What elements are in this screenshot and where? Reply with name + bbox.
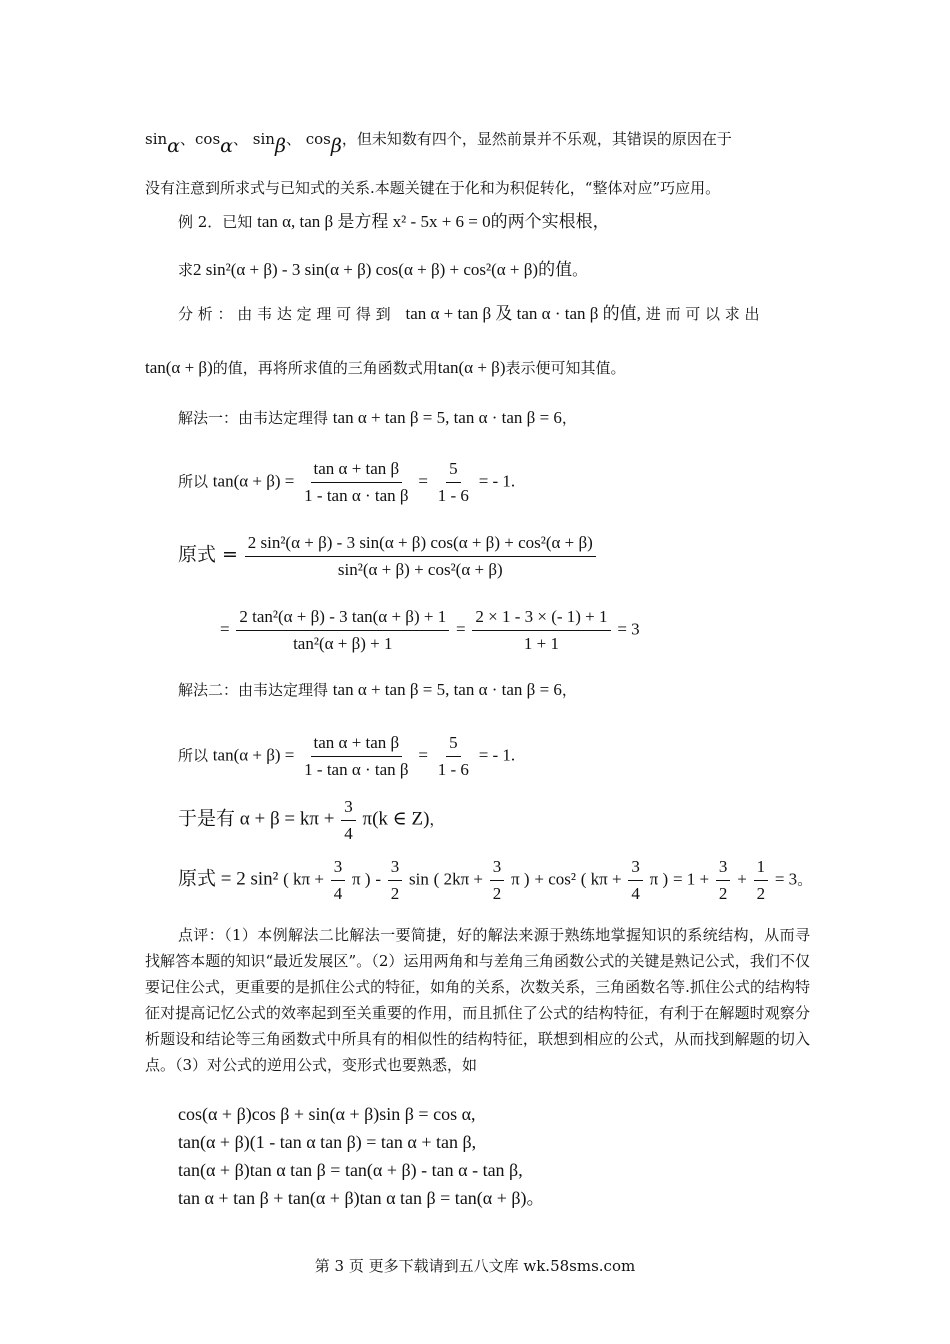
original2-frac2-den: 2 [492, 884, 502, 903]
original2-r1-den: 2 [718, 884, 728, 903]
example-ask-line [178, 260, 587, 280]
so-denominator-2: 1 - 6 [437, 486, 469, 505]
intro-text-1: ，但未知数有四个，显然前景并不乐观，其错误的原因在于 [341, 130, 732, 148]
original-fraction [245, 532, 596, 581]
so-fraction-2 [435, 458, 472, 507]
analysis-text-2: 表示便可知其值。 [505, 359, 626, 377]
ask-prefix: 求 [178, 261, 194, 279]
original-expression-line [178, 532, 598, 581]
comment-paragraph: 点评：（1）本例解法二比解法一要简捷，好的解法来源于熟练地掌握知识的系统结构，从而寻找解答本题的知识“最近发展区”。（2）运用两角和与差角三角函数公式的关键是熟记公式，我们不仅要记住公式，更重要的是抓住公式的特征，如角的关系，次数关系，三角函数名等.抓住公式的结构特征对提高记忆公式的效率起到至关重要的作用，而且抓住了公式的结构特征，有利于在解题时观察分析题设和结论等三角函数式中所具有的相似性的结构特征，联想到相应的公式，从而找到解题的切入点。（3）对公式的逆用公式，变形式也要熟悉，如 [145, 926, 810, 1074]
original2-frac1-num: 3 [331, 856, 346, 881]
separator-2: 、 [233, 130, 249, 148]
so-equals: = [418, 471, 428, 491]
solution2-end: ， [561, 681, 577, 699]
original2-frac3-den: 4 [631, 884, 640, 903]
original2-frac1 [331, 856, 346, 905]
original2-frac3 [628, 856, 643, 905]
so2-numerator-2: 5 [446, 732, 461, 757]
solution2-label: 解法二：由韦达定理得 [178, 681, 329, 699]
separator-1: 、 [180, 130, 196, 148]
page-footer: 第 3 页 更多下载请到五八文库 wk.58sms.com [314, 1257, 636, 1275]
tan-result: = 3 [617, 619, 640, 639]
tan-line-equals: = [220, 619, 230, 639]
original2-r1 [716, 856, 731, 905]
cos-label-1: cos [195, 130, 221, 148]
original2-paren2-close: π ) [511, 869, 530, 889]
original2-paren3-close: π ) [649, 869, 669, 889]
so2-label: 所以 [178, 746, 209, 765]
so2-numerator: tan α + tan β [311, 732, 403, 757]
original-denominator: sin²(α + β) + cos²(α + β) [337, 560, 503, 579]
original2-coef-den: 2 [390, 884, 400, 903]
solution1-end: ， [561, 409, 577, 427]
analysis-expr-tan-sum-2: tan(α + β) [437, 358, 506, 377]
numeric-denominator: 1 + 1 [523, 634, 559, 653]
original2-paren3-open: ( kπ + [580, 869, 622, 889]
original2-end: 。 [797, 870, 813, 889]
so2-denominator: 1 - tan α · tan β [304, 760, 409, 779]
original2-sin: sin [409, 869, 429, 889]
example-label: 例 2．已知 [178, 213, 253, 231]
solution2-expression: tan α + tan β = 5, tan α · tan β = 6 [332, 680, 562, 699]
intro-line-1 [145, 128, 732, 157]
so2-result: = - 1. [478, 745, 516, 765]
original2-paren2-open: ( 2kπ + [433, 869, 484, 889]
ask-expression: 2 sin²(α + β) - 3 sin(α + β) cos(α + β) + cos²(α + β)的值 [193, 260, 573, 279]
intro-line-2: 没有注意到所求式与已知式的关系.本题关键在于化和为积促转化，“整体对应”巧应用。 [145, 179, 721, 197]
then-numerator: 3 [341, 796, 356, 821]
original-label: 原式 = [178, 543, 238, 566]
so-numerator: tan α + tan β [311, 458, 403, 483]
solution1-line [178, 408, 577, 428]
original2-frac3-num: 3 [628, 856, 643, 881]
alpha-symbol-2: α [220, 135, 233, 157]
so2-equals: = [418, 745, 428, 765]
analysis-expr-tan-sum-1: tan(α + β) [145, 358, 213, 377]
tan-denominator: tan²(α + β) + 1 [293, 634, 393, 653]
numeric-fraction [472, 606, 610, 655]
formula-3: tan(α + β)tan α tan β = tan(α + β) - tan α - tan β, [178, 1160, 523, 1180]
original2-frac2 [490, 856, 505, 905]
analysis-expression: tan α + tan β 及 tan α · tan β 的值, [405, 304, 641, 323]
solution2-line [178, 680, 577, 700]
separator-3: 、 [285, 130, 301, 148]
original2-plus-cos: + cos² [534, 869, 576, 889]
solution1-so-line [178, 458, 515, 507]
original2-frac1-den: 4 [333, 884, 343, 903]
then-denominator: 4 [344, 824, 353, 843]
original2-r2-den: 2 [756, 884, 766, 903]
original2-paren1-open: ( kπ + [283, 869, 324, 889]
so-fraction [301, 458, 411, 507]
original2-line [178, 856, 812, 905]
original2-r2 [754, 856, 769, 905]
so2-lhs: tan(α + β) = [212, 745, 295, 765]
beta-symbol-1: β [274, 135, 286, 157]
so-label: 所以 [178, 472, 209, 491]
then-expression-2: π(k ∈ Z) [362, 808, 430, 830]
original2-r1-num: 3 [716, 856, 731, 881]
so2-denominator-2: 1 - 6 [437, 760, 469, 779]
original2-coef [388, 856, 403, 905]
so-denominator: 1 - tan α · tan β [304, 486, 409, 505]
so-numerator-2: 5 [446, 458, 461, 483]
numeric-numerator: 2 × 1 - 3 × (- 1) + 1 [472, 606, 610, 631]
sin-label-1: sin [145, 130, 168, 148]
analysis-tail: 进 而 可 以 求 出 [645, 305, 760, 323]
tan-fraction [236, 606, 449, 655]
formula-4: tan α + tan β + tan(α + β)tan α tan β = tan(α + β)。 [178, 1188, 545, 1208]
so-lhs: tan(α + β) = [212, 471, 295, 491]
so2-fraction [301, 732, 411, 781]
so2-fraction-2 [435, 732, 472, 781]
original2-result: = 3 [774, 869, 798, 889]
then-end: ， [429, 810, 445, 829]
formula-1: cos(α + β)cos β + sin(α + β)sin β = cos α, [178, 1104, 476, 1124]
original2-coef-num: 3 [388, 856, 403, 881]
tan-expression-line [220, 606, 640, 655]
sin-label-2: sin [252, 130, 275, 148]
then-fraction [341, 796, 356, 845]
so-result: = - 1. [478, 471, 516, 491]
example-line [178, 212, 610, 232]
original2-paren1-close: π ) [352, 869, 371, 889]
beta-symbol-2: β [330, 135, 342, 157]
tan-numerator: 2 tan²(α + β) - 3 tan(α + β) + 1 [236, 606, 449, 631]
formula-2: tan(α + β)(1 - tan α tan β) = tan α + tan β, [178, 1132, 477, 1152]
analysis-line-1 [178, 304, 760, 324]
original2-r2-num: 1 [754, 856, 769, 881]
analysis-text-1: 的值，再将所求值的三角函数式用 [212, 359, 438, 377]
then-label: 于是有 [178, 807, 236, 830]
cos-label-2: cos [305, 130, 331, 148]
original2-eq: = 1 + [672, 869, 710, 889]
solution2-so-line [178, 732, 515, 781]
tan-mid-equals: = [455, 619, 466, 639]
original-numerator: 2 sin²(α + β) - 3 sin(α + β) cos(α + β) + cos²(α + β) [245, 532, 596, 557]
analysis-line-2 [145, 358, 626, 378]
original2-label: 原式 = 2 sin² [178, 868, 279, 890]
analysis-label: 分 析 ： 由 韦 达 定 理 可 得 到 [178, 305, 391, 323]
example-given: tan α, tan β 是方程 x² - 5x + 6 = 0的两个实根根， [257, 212, 610, 231]
original2-plus2: + [737, 869, 747, 889]
solution1-expression: tan α + tan β = 5, tan α · tan β = 6 [332, 408, 562, 427]
solution1-label: 解法一：由韦达定理得 [178, 409, 329, 427]
then-expression-1: α + β = kπ + [239, 808, 335, 830]
then-line [178, 796, 444, 845]
original2-frac2-num: 3 [490, 856, 505, 881]
alpha-symbol-1: α [167, 135, 180, 157]
original2-minus: - [375, 869, 381, 889]
ask-suffix: 。 [572, 261, 588, 279]
